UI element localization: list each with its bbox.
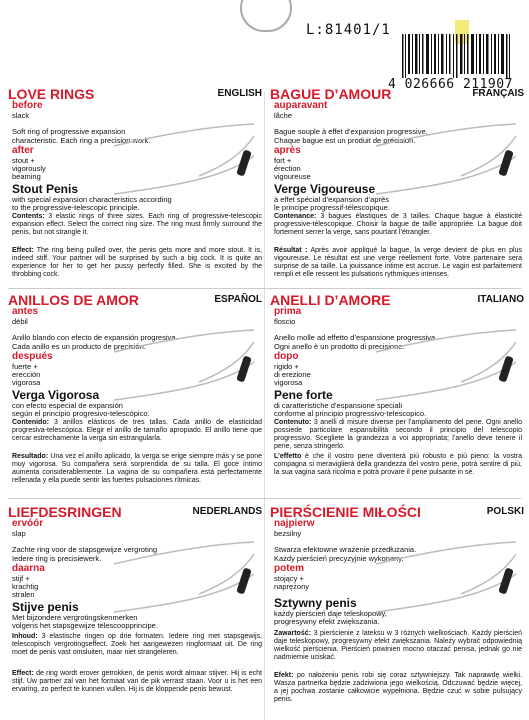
barcode [400, 34, 522, 82]
before-desc-1: Anello molle ad effetto d’espansione progressiva. [274, 333, 438, 342]
illustration [366, 106, 526, 196]
product-desc-2: conforme al principio progressivo-telescopico. [274, 409, 427, 418]
product-desc-2: según el principio progresivo-telescópico. [12, 409, 150, 418]
before-desc-1: Bague souple à effet d’expansion progressive. [274, 127, 428, 136]
before-note: débil [12, 317, 28, 326]
product-name: Pene forte [274, 388, 333, 402]
after-note-1: fort + [274, 156, 292, 165]
after-note-2: di erezione [274, 370, 311, 379]
section-title: PIERŚCIENIE MIŁOŚCI [270, 504, 421, 520]
after-note-1: stout + [12, 156, 35, 165]
product-desc-2: volgens het stapsgewijze telescoopprincipe. [12, 621, 158, 630]
before-desc-2: Iedere ring is precisiewerk. [12, 554, 102, 563]
language-label: FRANÇAIS [472, 88, 524, 99]
product-desc-1: di caratteristiche d’espansione speciali [274, 401, 402, 410]
effect-paragraph [12, 247, 262, 279]
contents-text: 3 elastische ringen op drie formaten. Iedere ring met stapsgewijs, telescopisch vergrotingseffect. Zoek het aangewezen ringformaat uit. De ring moet de penis vast omsluiten, maar niet strangeleren. [12, 633, 262, 657]
after-note-1: fuerte + [12, 362, 38, 371]
effect-text: de ring wordt erover getrokken, de penis wordt almaar stijver. Hij is echt stijf. Uw partner zal van het formaat van de pik verrast staan. Voor u is het een ervaring, zo perfect te kunnen vullen. Hij is de kloppende penis bewust. [12, 670, 262, 694]
product-desc-2: le principe progressif-télescopique. [274, 203, 390, 212]
effect-text: è che il vostro pene diventerà più robusto e più pieno: la vostra compagna si meraviglierà della grandezza del vostro pene, potrà sentire di più, la sua vagina sarà ricolma e potrà provare il pene pulsante in sé. [274, 453, 522, 477]
section-french [270, 86, 526, 286]
before-note: bezsilny [274, 529, 302, 538]
effect-label: Effect: [12, 247, 34, 254]
after-note-1: stojący + [274, 574, 304, 583]
section-title: LOVE RINGS [8, 86, 95, 102]
contents-paragraph [274, 213, 522, 237]
illustration [366, 312, 526, 402]
product-name: Stout Penis [12, 182, 79, 196]
product-code: L:81401/1 [306, 22, 391, 38]
contents-text: 3 anillos elásticos de tres tallas. Cada anillo de elasticidad progresiva-telescópica. Elegir el anillo de tamaño apropiado. El anillo tiene que cercar estrechamente la verga sin estrangularla. [12, 419, 262, 443]
product-name: Verge Vigoureuse [274, 182, 376, 196]
contents-label: Contenance: [274, 213, 317, 220]
contents-text: 3 pierścienie z lateksu w 3 różnych wielkościach. Każdy pierścień daje teleskopowy, progresywny efekt zwiększania. Należy wybrać odpowiednią wielkość pierścienia. Pierścień powinien mocno otaczać penisa, jednak go nie nadmiernie uciskać. [274, 630, 523, 662]
contents-text: 3 bagues élastiques de 3 tailles. Chaque bague à élasticité progressive-télescopique. Choisir la bague de taille appropriée. La bague doit fortement serrer la verge, sans pourtant l’étrangler. [274, 213, 522, 237]
language-label: ITALIANO [477, 294, 524, 305]
column-divider [264, 92, 265, 720]
after-note-3: vigorosa [274, 378, 303, 387]
before-label: ervóór [12, 518, 44, 529]
contents-label: Contents: [12, 213, 45, 220]
after-label: après [274, 145, 301, 156]
after-note-1: rigido + [274, 362, 299, 371]
product-name: Verga Vigorosa [12, 388, 100, 402]
effect-text: The ring being pulled over, the penis gets more and more stout. It is, indeed stiff. Your partner will be surprised by such a big cock. It is quite an experience for her to get her pussy perfectly filled. She is excited by the throbbing cock. [12, 247, 262, 279]
illustration [104, 312, 264, 402]
language-label: POLSKI [486, 506, 524, 517]
before-label: antes [12, 306, 39, 317]
after-note-3: beaming [12, 172, 41, 181]
contents-paragraph [12, 419, 262, 443]
before-label: auparavant [274, 100, 328, 111]
after-label: daarna [12, 563, 45, 574]
section-title: LIEFDESRINGEN [8, 504, 122, 520]
contents-text: 3 elastic rings of three sizes. Each ring of progressive-telescopic expansion effect. Select the correct ring size. The ring must firmly surround the penis, but not strangle it. [12, 213, 262, 237]
after-note-3: vigorosa [12, 378, 41, 387]
before-desc-2: Ogni anello è un prodotto di precisione. [274, 342, 405, 351]
product-name: Sztywny penis [274, 596, 357, 610]
after-label: after [12, 145, 34, 156]
row-divider [8, 498, 521, 499]
contents-text: 3 anelli di misure diverse per l’ampliamento del pene. Ogni anello possiede particolare espansibilità secondo il principio del telescopio progressivo. Scegliete la grandezza a voi appropriata; l’anello deve tenere il pene, senza stringerlo. [274, 419, 522, 451]
before-note: slap [12, 529, 26, 538]
illustration [366, 524, 526, 614]
product-desc-1: con efecto especial de expansión [12, 401, 123, 410]
effect-label: Efekt: [274, 672, 294, 679]
contents-paragraph [274, 419, 522, 451]
after-label: potem [274, 563, 304, 574]
before-label: before [12, 100, 43, 111]
section-title: ANILLOS DE AMOR [8, 292, 139, 308]
row-divider [8, 288, 521, 289]
effect-paragraph [274, 453, 522, 477]
before-desc-1: Anillo blando con efecto de expansión progresiva. [12, 333, 178, 342]
section-polish [270, 504, 526, 720]
effect-paragraph [274, 672, 522, 704]
product-desc-2: progresywny efekt zwiększania. [274, 617, 380, 626]
effect-paragraph [274, 247, 522, 279]
section-spanish [8, 292, 264, 492]
effect-paragraph [12, 670, 262, 694]
before-label: najpierw [274, 518, 315, 529]
effect-label: L’effetto [274, 453, 302, 460]
effect-paragraph [12, 453, 262, 485]
contents-paragraph [12, 633, 262, 657]
after-note-2: naprężony [274, 582, 310, 591]
effect-text: Una vez el anillo aplicado, la verga se erige siempre más y se pone muy vigorosa. Su compañera será sorprendida de su talla. El goce íntimo aumenta considerablemente. La vagina de su compañera está perfectamente rellenada y ella puede sentir las fuertes pulsaciones rítmicas. [12, 453, 262, 485]
after-note-2: krachtig [12, 582, 39, 591]
section-title: ANELLI D’AMORE [270, 292, 391, 308]
before-desc-2: Każdy pierścień precyzyjnie wykonany. [274, 554, 404, 563]
after-label: dopo [274, 351, 299, 362]
after-note-2: érection [274, 164, 301, 173]
section-title: BAGUE D’AMOUR [270, 86, 392, 102]
before-note: slack [12, 111, 30, 120]
after-note-1: stijf + [12, 574, 30, 583]
product-name: Stijve penis [12, 600, 79, 614]
after-note-3: stralen [12, 590, 35, 599]
effect-label: Effect: [12, 670, 34, 677]
contents-label: Inhoud: [12, 633, 38, 640]
after-label: después [12, 351, 53, 362]
product-desc-1: with special expansion characteristics according [12, 195, 172, 204]
section-dutch [8, 504, 264, 720]
before-note: floscio [274, 317, 296, 326]
contents-label: Contenido: [12, 419, 49, 426]
effect-label: Resultado: [12, 453, 49, 460]
section-english [8, 86, 264, 286]
effect-label: Résultat : [274, 247, 308, 254]
before-desc-1: Zachte ring voor de stapsgewijze vergroting [12, 545, 158, 554]
product-desc-2: to the progressive-telescopic principle. [12, 203, 140, 212]
before-desc-2: Cada anillo es un producto de precisión. [12, 342, 146, 351]
language-label: NEDERLANDS [192, 506, 262, 517]
hang-hole [240, 0, 292, 32]
language-label: ENGLISH [217, 88, 262, 99]
after-note-2: vigorously [12, 164, 46, 173]
before-desc-1: Stwarza efektowne wrażenie przedłużania. [274, 545, 417, 554]
before-label: prima [274, 306, 302, 317]
effect-text: Après avoir appliqué la bague, la verge devient de plus en plus vigoureuse. Le résultat est une verge réellement forte. Votre partenaire sera surprise de sa taille. La jouissance intime est accrue. Le vagin est parfaitement rempli et elle ressent les pulsations rythmiques intenses. [274, 247, 523, 279]
illustration [104, 524, 264, 614]
before-note: lâche [274, 111, 292, 120]
language-label: ESPAÑOL [214, 294, 262, 305]
illustration [104, 106, 264, 196]
contents-paragraph [274, 630, 522, 662]
section-italian [270, 292, 526, 492]
contents-paragraph [12, 213, 262, 237]
after-note-2: erección [12, 370, 41, 379]
contents-label: Zawartość: [274, 630, 311, 637]
product-desc-1: à effet spécial d’expansion d’après [274, 195, 389, 204]
effect-text: po nałożeniu penis robi się coraz sztywniejszy. Tak naprawdę wielki. Wasza partnerka będzie zadziwiona jego wielkością. Odczuwać będzie więcej, a jej pochwa zostanie całkowicie wypełniona. Będzie czuć w sobie pulsujący penis. [274, 672, 522, 704]
product-desc-1: każdy pierścień daje teleskopowy, [274, 609, 387, 618]
before-desc-2: characteristic. Each ring a precision work. [12, 136, 151, 145]
before-desc-2: Chaque bague est un produit de précision. [274, 136, 416, 145]
contents-label: Contenuto: [274, 419, 312, 426]
before-desc-1: Soft ring of progressive expansion [12, 127, 126, 136]
barcode-number: 4 026666 211907 [388, 77, 513, 92]
after-note-3: vigoureuse [274, 172, 311, 181]
product-desc-1: Met bijzondere vergrotingskenmerken [12, 613, 138, 622]
